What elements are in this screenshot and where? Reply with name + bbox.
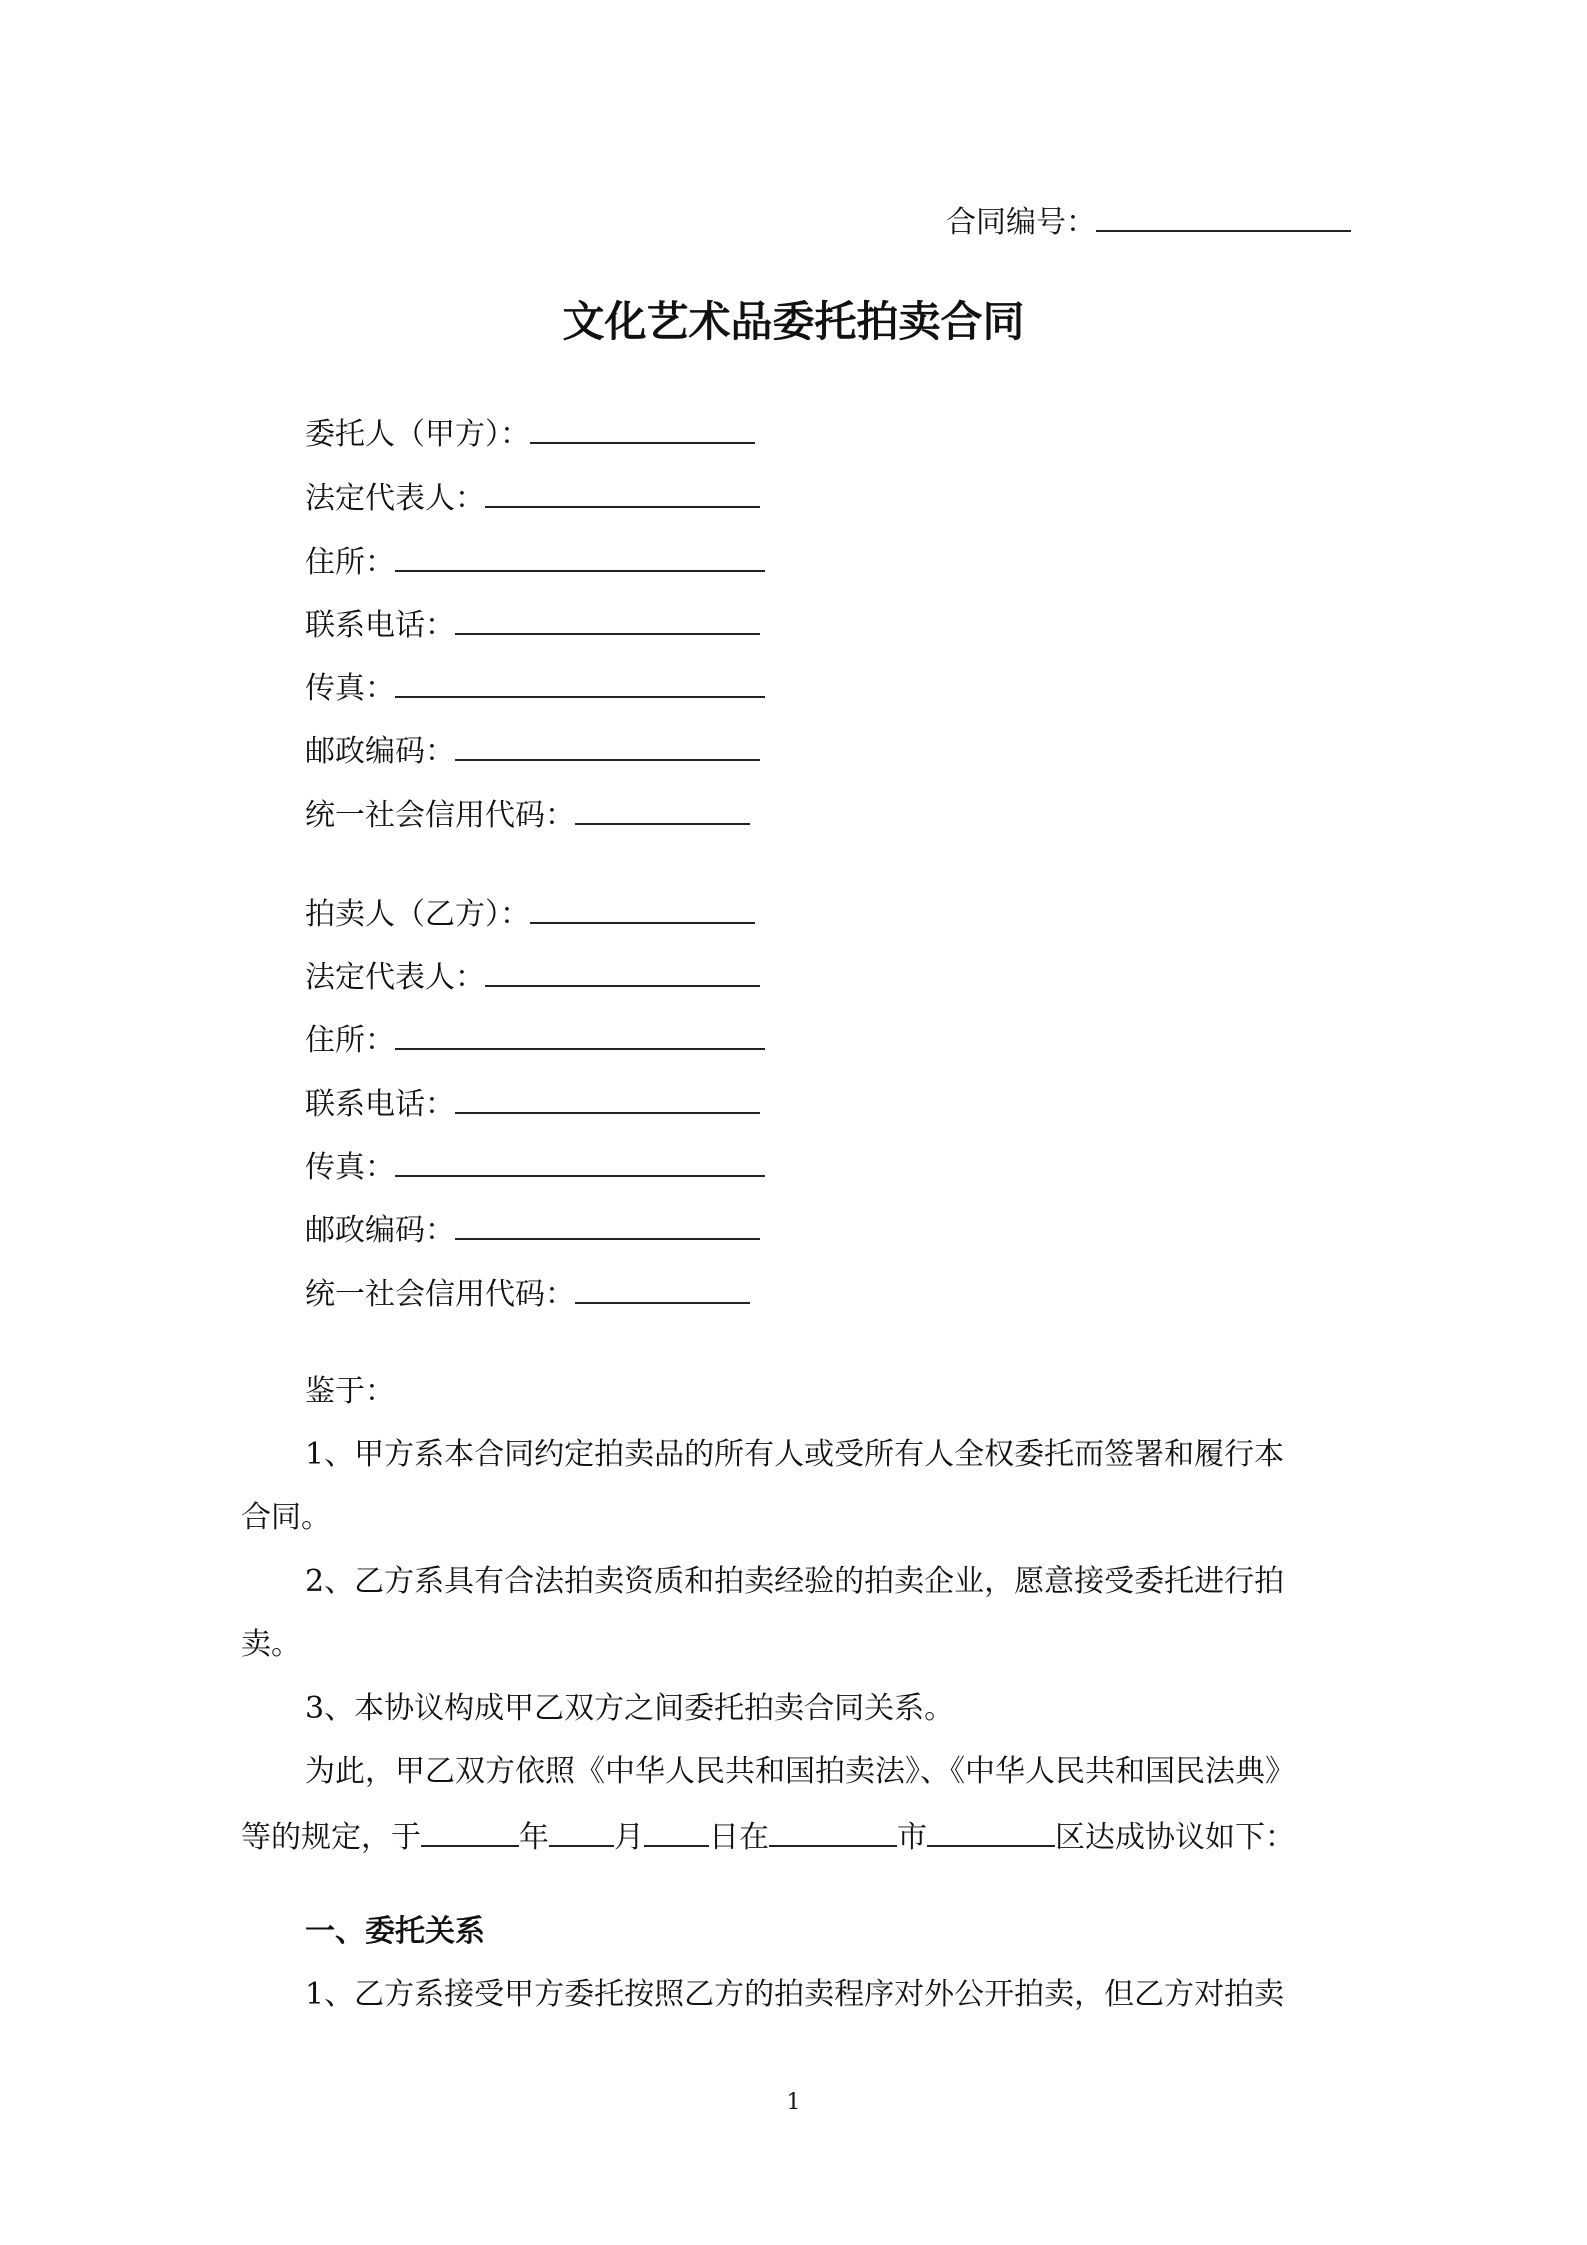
field-blank[interactable] — [485, 476, 760, 508]
city-blank[interactable] — [769, 1815, 897, 1847]
district-blank[interactable] — [927, 1815, 1055, 1847]
field-blank[interactable] — [455, 1082, 760, 1114]
basis-line-1: 为此，甲乙双方依照《中华人民共和国拍卖法》、《中华人民共和国民法典》 — [305, 1754, 1295, 1789]
recital-1-line-2: 合同。 — [241, 1500, 331, 1535]
party-b-address-field: 住所： — [305, 1018, 765, 1061]
day-blank[interactable] — [644, 1815, 709, 1847]
party-b-postcode-field: 邮政编码： — [305, 1208, 760, 1251]
contract-number-blank[interactable] — [1096, 200, 1351, 232]
field-blank[interactable] — [395, 666, 765, 698]
contract-number — [946, 200, 1351, 243]
party-a-client-field: 委托人（甲方）： — [305, 412, 755, 455]
recital-2-line-1: 2、乙方系具有合法拍卖资质和拍卖经验的拍卖企业，愿意接受委托进行拍 — [305, 1564, 1285, 1599]
recitals-heading: 鉴于： — [305, 1374, 395, 1409]
field-blank[interactable] — [395, 1145, 765, 1177]
section-1-heading: 一、委托关系 — [305, 1914, 485, 1949]
party-b-auctioneer-field: 拍卖人（乙方）： — [305, 892, 755, 935]
party-b-credit-code-field: 统一社会信用代码： — [305, 1272, 750, 1315]
recital-1-line-1: 1、甲方系本合同约定拍卖品的所有人或受所有人全权委托而签署和履行本 — [305, 1437, 1285, 1472]
party-b-fax-field: 传真： — [305, 1145, 765, 1188]
field-blank[interactable] — [455, 603, 760, 635]
document-title: 文化艺术品委托拍卖合同 — [562, 297, 1025, 346]
party-a-address-field: 住所： — [305, 540, 765, 583]
field-blank[interactable] — [455, 1208, 760, 1240]
page-number: 1 — [786, 2090, 801, 2115]
party-a-legal-rep-field: 法定代表人： — [305, 476, 760, 519]
year-blank[interactable] — [421, 1815, 519, 1847]
section-1-item-1: 1、乙方系接受甲方委托按照乙方的拍卖程序对外公开拍卖，但乙方对拍卖 — [305, 1977, 1285, 2012]
party-b-phone-field: 联系电话： — [305, 1082, 760, 1125]
party-a-postcode-field: 邮政编码： — [305, 729, 760, 772]
field-blank[interactable] — [485, 955, 760, 987]
field-blank[interactable] — [455, 729, 760, 761]
party-a-fax-field: 传真： — [305, 666, 765, 709]
basis-line-2: 等的规定，于 年 月 日在 市 区达成协议如下： — [241, 1815, 1295, 1858]
field-blank[interactable] — [575, 793, 750, 825]
field-blank[interactable] — [395, 540, 765, 572]
contract-number-label: 合同编号： — [946, 205, 1096, 240]
field-blank[interactable] — [395, 1018, 765, 1050]
field-blank[interactable] — [575, 1272, 750, 1304]
recital-3: 3、本协议构成甲乙双方之间委托拍卖合同关系。 — [305, 1691, 955, 1726]
party-b-legal-rep-field: 法定代表人： — [305, 955, 760, 998]
party-a-phone-field: 联系电话： — [305, 603, 760, 646]
recital-2-line-2: 卖。 — [241, 1627, 301, 1662]
party-a-credit-code-field: 统一社会信用代码： — [305, 793, 750, 836]
field-blank[interactable] — [530, 892, 755, 924]
field-blank[interactable] — [530, 412, 755, 444]
month-blank[interactable] — [549, 1815, 614, 1847]
